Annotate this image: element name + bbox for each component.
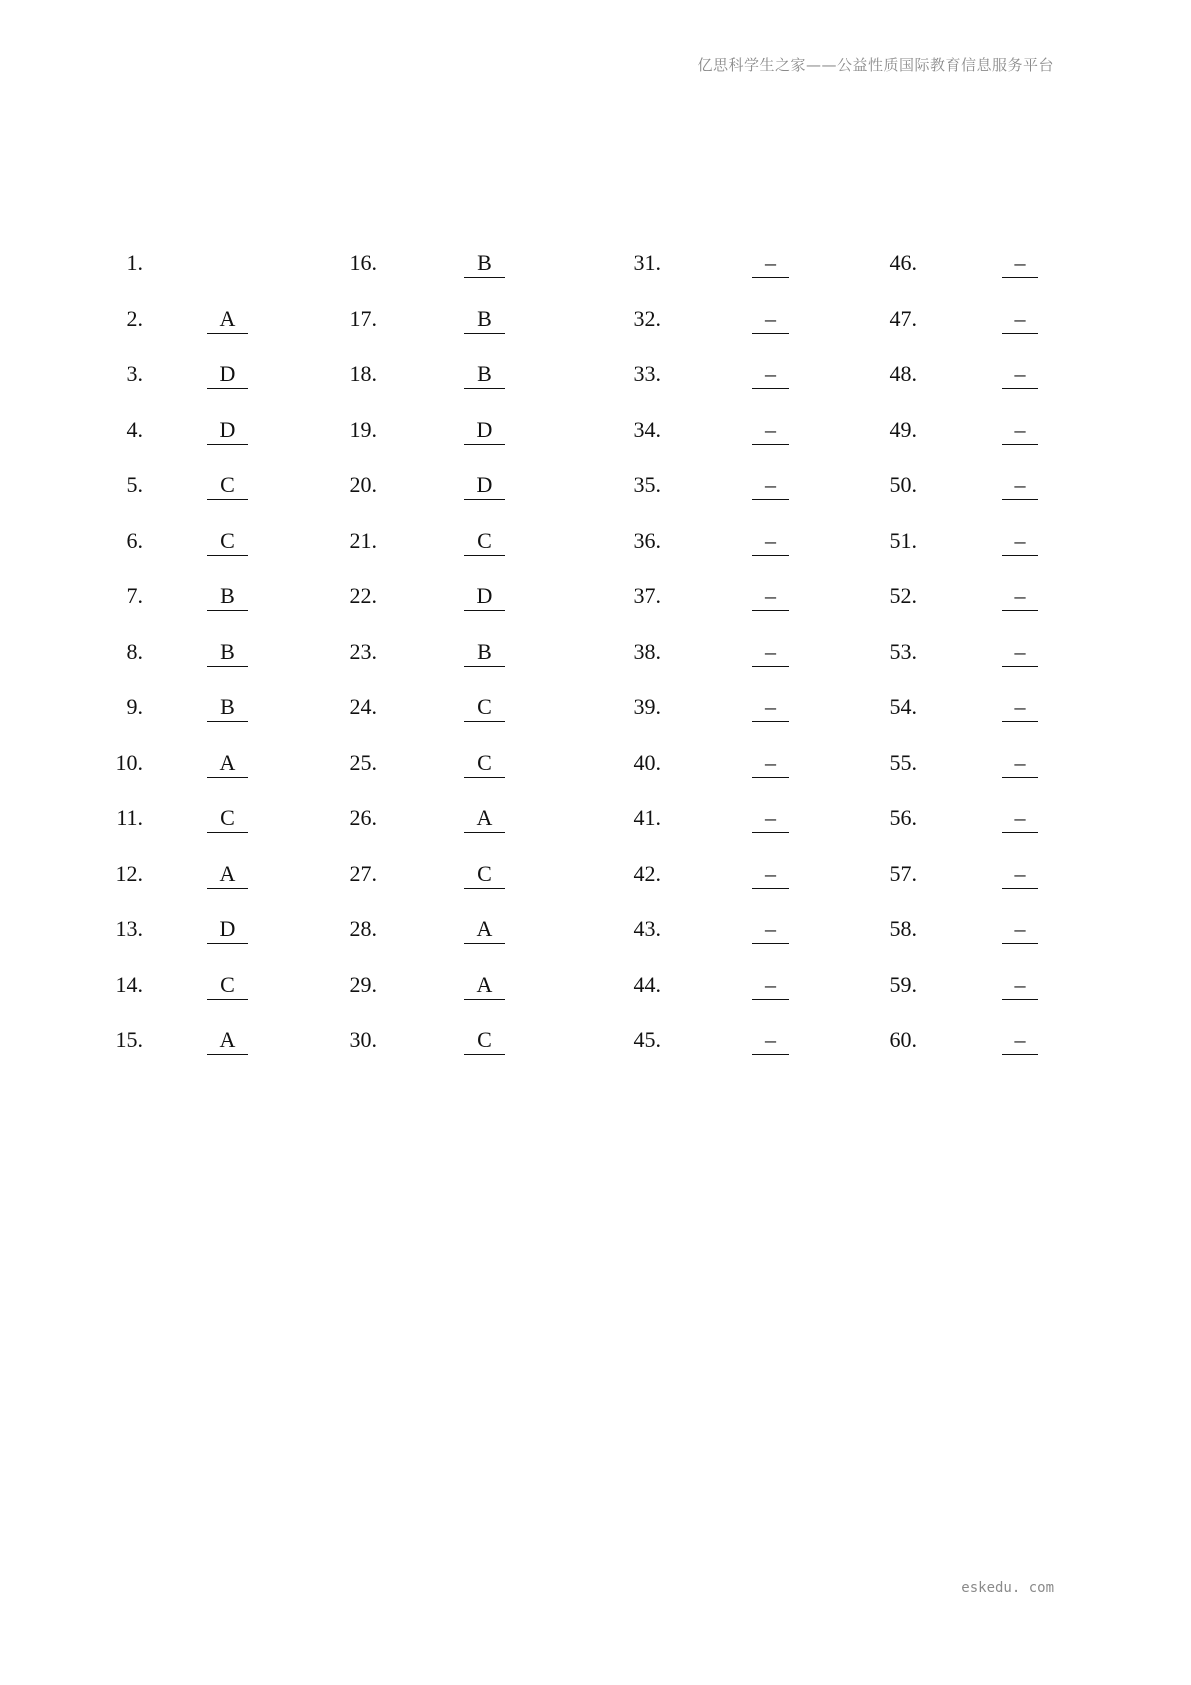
- answer-blank: B: [207, 694, 248, 722]
- answer-row: [0, 750, 1191, 806]
- answer-blank: –: [752, 916, 789, 944]
- answer-blank: –: [752, 361, 789, 389]
- answer-blank: A: [207, 750, 248, 778]
- question-number: 4.: [126, 416, 143, 442]
- answer-blank: B: [464, 250, 505, 278]
- answer-row: [0, 805, 1191, 861]
- answer-blank: –: [1002, 472, 1038, 500]
- question-number: 38.: [633, 638, 661, 664]
- question-number: 40.: [633, 749, 661, 775]
- question-number: 8.: [126, 638, 143, 664]
- question-number: 39.: [633, 694, 661, 719]
- question-number: 43.: [633, 916, 661, 941]
- question-number: 31.: [633, 250, 661, 275]
- answer-blank: –: [752, 805, 789, 833]
- question-number: 36.: [633, 527, 661, 553]
- question-number: 10.: [115, 749, 143, 775]
- answer-blank: C: [207, 972, 248, 1000]
- question-number: 35.: [633, 472, 661, 497]
- answer-blank: –: [752, 750, 789, 778]
- answer-blank: –: [1002, 250, 1038, 278]
- answer-row: [0, 528, 1191, 584]
- answer-row: [0, 1027, 1191, 1083]
- answer-blank: –: [1002, 306, 1038, 334]
- question-number: 17.: [349, 305, 377, 331]
- answer-row: [0, 639, 1191, 695]
- question-number: 6.: [126, 527, 143, 553]
- question-number: 25.: [349, 749, 377, 775]
- question-number: 48.: [889, 361, 917, 386]
- answer-blank: D: [464, 583, 505, 611]
- answer-blank: –: [752, 694, 789, 722]
- answer-blank: –: [752, 583, 789, 611]
- answer-blank: –: [1002, 972, 1038, 1000]
- answer-row: [0, 694, 1191, 750]
- answer-blank: –: [1002, 694, 1038, 722]
- answer-blank: C: [207, 472, 248, 500]
- answer-blank: D: [207, 417, 248, 445]
- question-number: 37.: [633, 583, 661, 608]
- answer-row: [0, 861, 1191, 917]
- answer-row: [0, 472, 1191, 528]
- answer-blank: B: [464, 361, 505, 389]
- answer-blank: –: [752, 306, 789, 334]
- answer-blank: –: [752, 528, 789, 556]
- answer-blank: –: [1002, 361, 1038, 389]
- question-number: 49.: [889, 416, 917, 442]
- answer-blank: C: [464, 528, 505, 556]
- answer-blank: –: [752, 639, 789, 667]
- question-number: 60.: [889, 1027, 917, 1052]
- question-number: 59.: [889, 971, 917, 997]
- question-number: 9.: [126, 694, 143, 719]
- answer-blank: D: [464, 417, 505, 445]
- answer-blank: –: [1002, 639, 1038, 667]
- question-number: 53.: [889, 638, 917, 664]
- answer-row: [0, 972, 1191, 1028]
- question-number: 21.: [349, 527, 377, 553]
- answer-blank: B: [207, 583, 248, 611]
- answer-row: [0, 916, 1191, 972]
- answer-blank: B: [464, 306, 505, 334]
- answer-blank: A: [207, 861, 248, 889]
- answer-grid: [0, 250, 1191, 1050]
- answer-row: [0, 306, 1191, 362]
- question-number: 23.: [349, 638, 377, 664]
- question-number: 2.: [126, 305, 143, 331]
- answer-blank: –: [1002, 750, 1038, 778]
- question-number: 12.: [115, 860, 143, 886]
- question-number: 46.: [889, 250, 917, 275]
- question-number: 56.: [889, 805, 917, 830]
- answer-blank: –: [1002, 805, 1038, 833]
- question-number: 42.: [633, 860, 661, 886]
- answer-blank: A: [464, 805, 505, 833]
- answer-blank: –: [752, 1027, 789, 1055]
- answer-blank: –: [752, 250, 789, 278]
- answer-blank: D: [207, 361, 248, 389]
- answer-blank: C: [464, 750, 505, 778]
- answer-blank: –: [752, 472, 789, 500]
- question-number: 18.: [349, 361, 377, 386]
- question-number: 7.: [126, 583, 143, 608]
- page-footer: eskedu. com: [961, 1580, 1054, 1596]
- answer-blank: D: [464, 472, 505, 500]
- question-number: 26.: [349, 805, 377, 830]
- answer-blank: A: [207, 306, 248, 334]
- answer-row: [0, 361, 1191, 417]
- question-number: 45.: [633, 1027, 661, 1052]
- question-number: 30.: [349, 1027, 377, 1052]
- answer-blank: B: [464, 639, 505, 667]
- question-number: 33.: [633, 361, 661, 386]
- question-number: 41.: [633, 805, 661, 830]
- answer-row: [0, 250, 1191, 306]
- answer-blank: –: [752, 861, 789, 889]
- question-number: 19.: [349, 416, 377, 442]
- question-number: 11.: [116, 805, 143, 830]
- answer-blank: –: [1002, 528, 1038, 556]
- answer-blank: C: [207, 528, 248, 556]
- answer-blank: –: [752, 417, 789, 445]
- question-number: 28.: [349, 916, 377, 941]
- answer-blank: –: [1002, 417, 1038, 445]
- answer-blank: C: [464, 1027, 505, 1055]
- question-number: 27.: [349, 860, 377, 886]
- question-number: 52.: [889, 583, 917, 608]
- question-number: 29.: [349, 971, 377, 997]
- question-number: 13.: [115, 916, 143, 941]
- answer-blank: –: [1002, 916, 1038, 944]
- question-number: 58.: [889, 916, 917, 941]
- answer-blank: B: [207, 639, 248, 667]
- question-number: 57.: [889, 860, 917, 886]
- question-number: 50.: [889, 472, 917, 497]
- answer-blank: –: [1002, 861, 1038, 889]
- question-number: 22.: [349, 583, 377, 608]
- question-number: 54.: [889, 694, 917, 719]
- question-number: 14.: [115, 971, 143, 997]
- question-number: 24.: [349, 694, 377, 719]
- answer-blank: –: [1002, 583, 1038, 611]
- answer-blank: A: [207, 1027, 248, 1055]
- answer-blank: –: [752, 972, 789, 1000]
- question-number: 15.: [115, 1027, 143, 1052]
- answer-row: [0, 417, 1191, 473]
- answer-blank: C: [464, 861, 505, 889]
- answer-blank: C: [207, 805, 248, 833]
- answer-blank: D: [207, 916, 248, 944]
- question-number: 55.: [889, 749, 917, 775]
- answer-blank: C: [464, 694, 505, 722]
- question-number: 47.: [889, 305, 917, 331]
- question-number: 1.: [126, 250, 143, 275]
- page-header: 亿思科学生之家——公益性质国际教育信息服务平台: [697, 56, 1054, 74]
- question-number: 3.: [126, 361, 143, 386]
- answer-blank: –: [1002, 1027, 1038, 1055]
- question-number: 34.: [633, 416, 661, 442]
- question-number: 5.: [126, 472, 143, 497]
- answer-blank: A: [464, 972, 505, 1000]
- question-number: 16.: [349, 250, 377, 275]
- answer-row: [0, 583, 1191, 639]
- answer-blank: A: [464, 916, 505, 944]
- question-number: 32.: [633, 305, 661, 331]
- question-number: 51.: [889, 527, 917, 553]
- answer-column-4: [0, 250, 1191, 1083]
- question-number: 44.: [633, 971, 661, 997]
- question-number: 20.: [349, 472, 377, 497]
